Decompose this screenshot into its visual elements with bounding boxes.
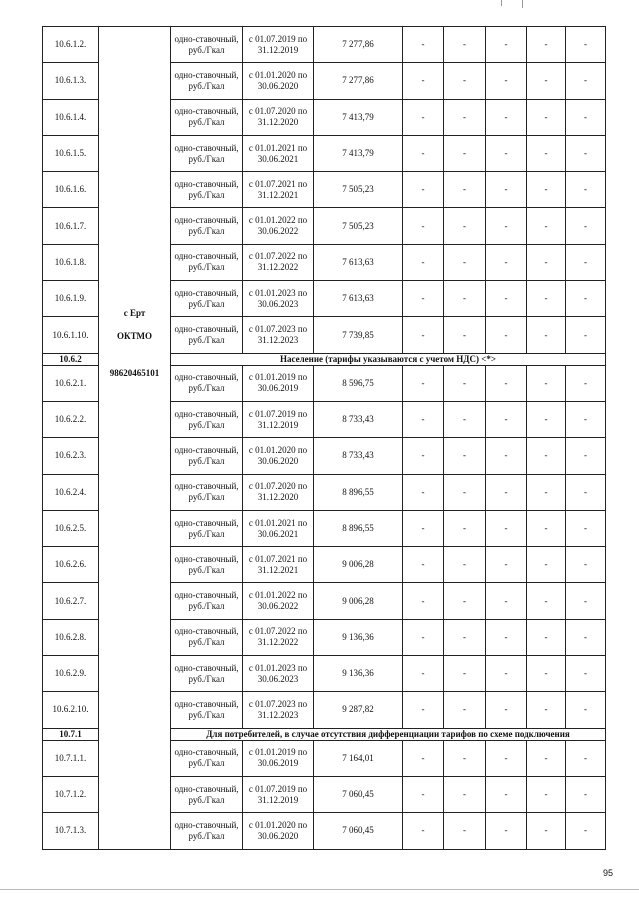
rate-unit: одно-ставочный, руб./Гкал [171,365,243,401]
empty-value-dash: - [444,281,486,317]
empty-value-dash: - [566,172,606,208]
validity-period: с 01.01.2022 по 30.06.2022 [243,208,314,244]
empty-value-dash: - [403,281,444,317]
tariff-value: 7 505,23 [314,172,403,208]
empty-value-dash: - [444,583,486,619]
validity-period: с 01.07.2022 по 31.12.2022 [243,619,314,655]
empty-value-dash: - [486,776,527,812]
validity-period: с 01.07.2021 по 31.12.2021 [243,547,314,583]
empty-value-dash: - [403,172,444,208]
empty-value-dash: - [486,619,527,655]
empty-value-dash: - [403,813,444,849]
rate-unit: одно-ставочный, руб./Гкал [171,172,243,208]
rate-unit: одно-ставочный, руб./Гкал [171,244,243,280]
empty-value-dash: - [566,813,606,849]
empty-value-dash: - [403,619,444,655]
empty-value-dash: - [486,813,527,849]
validity-period: с 01.01.2019 по 30.06.2019 [243,365,314,401]
empty-value-dash: - [403,474,444,510]
empty-value-dash: - [527,474,566,510]
validity-period: с 01.07.2023 по 31.12.2023 [243,317,314,353]
empty-value-dash: - [566,365,606,401]
rate-unit: одно-ставочный, руб./Гкал [171,317,243,353]
empty-value-dash: - [527,365,566,401]
empty-value-dash: - [403,438,444,474]
rate-unit: одно-ставочный, руб./Гкал [171,813,243,849]
empty-value-dash: - [486,365,527,401]
oktmo-code: 98620465101 [109,367,160,378]
row-code: 10.6.1.6. [43,172,99,208]
tariff-value: 9 006,28 [314,583,403,619]
validity-period: с 01.01.2020 по 30.06.2020 [243,63,314,99]
validity-period: с 01.01.2022 по 30.06.2022 [243,583,314,619]
row-code: 10.6.1.5. [43,135,99,171]
page-number: 95 [602,868,613,878]
empty-value-dash: - [566,474,606,510]
row-code: 10.6.2.9. [43,656,99,692]
tariff-value: 9 136,36 [314,619,403,655]
empty-value-dash: - [527,813,566,849]
empty-value-dash: - [486,583,527,619]
row-code: 10.6.1.3. [43,63,99,99]
rate-unit: одно-ставочный, руб./Гкал [171,510,243,546]
empty-value-dash: - [486,135,527,171]
tariff-value: 7 060,45 [314,813,403,849]
row-code: 10.7.1.3. [43,813,99,849]
rate-unit: одно-ставочный, руб./Гкал [171,135,243,171]
tariff-value: 7 613,63 [314,281,403,317]
row-code: 10.6.1.2. [43,27,99,63]
rate-unit: одно-ставочный, руб./Гкал [171,281,243,317]
row-code: 10.6.2.5. [43,510,99,546]
validity-period: с 01.01.2021 по 30.06.2021 [243,135,314,171]
validity-period: с 01.01.2020 по 30.06.2020 [243,813,314,849]
row-code: 10.6.1.10. [43,317,99,353]
empty-value-dash: - [527,740,566,776]
tariff-value: 7 413,79 [314,135,403,171]
empty-value-dash: - [403,401,444,437]
empty-value-dash: - [486,172,527,208]
rate-unit: одно-ставочный, руб./Гкал [171,99,243,135]
empty-value-dash: - [486,740,527,776]
empty-value-dash: - [486,63,527,99]
empty-value-dash: - [566,656,606,692]
row-code: 10.6.2.10. [43,692,99,728]
empty-value-dash: - [444,740,486,776]
rate-unit: одно-ставочный, руб./Гкал [171,27,243,63]
validity-period: с 01.07.2019 по 31.12.2019 [243,401,314,437]
rate-unit: одно-ставочный, руб./Гкал [171,438,243,474]
empty-value-dash: - [403,99,444,135]
empty-value-dash: - [566,583,606,619]
tariff-value: 8 896,55 [314,510,403,546]
empty-value-dash: - [444,619,486,655]
empty-value-dash: - [486,438,527,474]
validity-period: с 01.01.2019 по 30.06.2019 [243,740,314,776]
tariff-table [42,26,606,850]
empty-value-dash: - [486,401,527,437]
validity-period: с 01.01.2023 по 30.06.2023 [243,281,314,317]
empty-value-dash: - [566,619,606,655]
row-code: 10.6.2.7. [43,583,99,619]
empty-value-dash: - [527,619,566,655]
empty-value-dash: - [444,813,486,849]
empty-value-dash: - [486,656,527,692]
section-code: 10.6.2 [43,353,99,365]
table-row [43,27,606,63]
section-title: Для потребителей, в случае отсутствия дифференциации тарифов по схеме подключения [171,728,606,740]
empty-value-dash: - [566,63,606,99]
empty-value-dash: - [527,317,566,353]
empty-value-dash: - [444,208,486,244]
empty-value-dash: - [486,474,527,510]
empty-value-dash: - [566,99,606,135]
bottom-rule [0,889,639,890]
empty-value-dash: - [527,438,566,474]
row-code: 10.6.2.2. [43,401,99,437]
tariff-value: 8 733,43 [314,438,403,474]
tariff-value: 8 733,43 [314,401,403,437]
rate-unit: одно-ставочный, руб./Гкал [171,208,243,244]
empty-value-dash: - [444,63,486,99]
empty-value-dash: - [486,99,527,135]
empty-value-dash: - [403,208,444,244]
tariff-value: 7 277,86 [314,63,403,99]
validity-period: с 01.07.2020 по 31.12.2020 [243,474,314,510]
empty-value-dash: - [566,740,606,776]
rate-unit: одно-ставочный, руб./Гкал [171,63,243,99]
rate-unit: одно-ставочный, руб./Гкал [171,692,243,728]
empty-value-dash: - [486,510,527,546]
tariff-value: 9 006,28 [314,547,403,583]
empty-value-dash: - [527,244,566,280]
empty-value-dash: - [566,401,606,437]
validity-period: с 01.01.2023 по 30.06.2023 [243,656,314,692]
empty-value-dash: - [444,244,486,280]
rate-unit: одно-ставочный, руб./Гкал [171,656,243,692]
section-title: Население (тарифы указываются с учетом НДС) <*> [171,353,606,365]
empty-value-dash: - [444,27,486,63]
empty-value-dash: - [566,135,606,171]
empty-value-dash: - [527,692,566,728]
row-code: 10.6.2.1. [43,365,99,401]
empty-value-dash: - [486,27,527,63]
empty-value-dash: - [403,547,444,583]
empty-value-dash: - [444,474,486,510]
row-code: 10.6.2.3. [43,438,99,474]
empty-value-dash: - [527,776,566,812]
tariff-value: 8 596,75 [314,365,403,401]
empty-value-dash: - [403,135,444,171]
empty-value-dash: - [444,547,486,583]
validity-period: с 01.07.2020 по 31.12.2020 [243,99,314,135]
row-code: 10.6.2.4. [43,474,99,510]
empty-value-dash: - [486,547,527,583]
empty-value-dash: - [527,135,566,171]
validity-period: с 01.07.2022 по 31.12.2022 [243,244,314,280]
validity-period: с 01.01.2020 по 30.06.2020 [243,438,314,474]
empty-value-dash: - [527,510,566,546]
empty-value-dash: - [566,547,606,583]
empty-value-dash: - [403,776,444,812]
empty-value-dash: - [527,208,566,244]
empty-value-dash: - [403,365,444,401]
empty-value-dash: - [486,692,527,728]
rate-unit: одно-ставочный, руб./Гкал [171,740,243,776]
empty-value-dash: - [444,776,486,812]
empty-value-dash: - [444,438,486,474]
settlement-name: с Ерт [123,307,146,318]
empty-value-dash: - [566,438,606,474]
row-code: 10.6.1.7. [43,208,99,244]
validity-period: с 01.07.2019 по 31.12.2019 [243,27,314,63]
validity-period: с 01.01.2021 по 30.06.2021 [243,510,314,546]
section-code: 10.7.1 [43,728,99,740]
empty-value-dash: - [527,281,566,317]
rate-unit: одно-ставочный, руб./Гкал [171,776,243,812]
tariff-value: 8 896,55 [314,474,403,510]
tariff-value: 7 060,45 [314,776,403,812]
empty-value-dash: - [527,27,566,63]
empty-value-dash: - [403,317,444,353]
tariff-value: 9 287,82 [314,692,403,728]
empty-value-dash: - [486,281,527,317]
empty-value-dash: - [566,244,606,280]
empty-value-dash: - [403,692,444,728]
empty-value-dash: - [444,510,486,546]
empty-value-dash: - [527,583,566,619]
empty-value-dash: - [527,401,566,437]
empty-value-dash: - [403,27,444,63]
tariff-value: 7 413,79 [314,99,403,135]
validity-period: с 01.07.2019 по 31.12.2019 [243,776,314,812]
tariff-table-body [43,27,606,850]
empty-value-dash: - [444,135,486,171]
empty-value-dash: - [566,510,606,546]
row-code: 10.6.2.6. [43,547,99,583]
scan-mark [522,0,523,8]
empty-value-dash: - [403,583,444,619]
row-code: 10.6.1.9. [43,281,99,317]
empty-value-dash: - [403,510,444,546]
validity-period: с 01.07.2023 по 31.12.2023 [243,692,314,728]
empty-value-dash: - [444,656,486,692]
rate-unit: одно-ставочный, руб./Гкал [171,583,243,619]
empty-value-dash: - [486,244,527,280]
empty-value-dash: - [444,692,486,728]
rate-unit: одно-ставочный, руб./Гкал [171,474,243,510]
empty-value-dash: - [486,317,527,353]
empty-value-dash: - [527,63,566,99]
empty-value-dash: - [403,740,444,776]
empty-value-dash: - [566,208,606,244]
row-code: 10.6.2.8. [43,619,99,655]
empty-value-dash: - [486,208,527,244]
empty-value-dash: - [527,547,566,583]
location-cell [99,27,171,850]
rate-unit: одно-ставочный, руб./Гкал [171,401,243,437]
rate-unit: одно-ставочный, руб./Гкал [171,619,243,655]
empty-value-dash: - [444,401,486,437]
tariff-value: 7 277,86 [314,27,403,63]
empty-value-dash: - [527,656,566,692]
empty-value-dash: - [444,172,486,208]
empty-value-dash: - [566,776,606,812]
tariff-value: 7 505,23 [314,208,403,244]
empty-value-dash: - [403,656,444,692]
empty-value-dash: - [444,365,486,401]
tariff-value: 7 739,85 [314,317,403,353]
empty-value-dash: - [566,692,606,728]
empty-value-dash: - [566,281,606,317]
tariff-value: 7 164,01 [314,740,403,776]
tariff-value: 9 136,36 [314,656,403,692]
row-code: 10.7.1.1. [43,740,99,776]
empty-value-dash: - [566,317,606,353]
empty-value-dash: - [444,99,486,135]
empty-value-dash: - [527,99,566,135]
location-block [99,308,170,379]
empty-value-dash: - [527,172,566,208]
rate-unit: одно-ставочный, руб./Гкал [171,547,243,583]
empty-value-dash: - [403,244,444,280]
empty-value-dash: - [444,317,486,353]
empty-value-dash: - [403,63,444,99]
scan-mark [501,0,502,6]
tariff-value: 7 613,63 [314,244,403,280]
row-code: 10.6.1.4. [43,99,99,135]
validity-period: с 01.07.2021 по 31.12.2021 [243,172,314,208]
oktmo-label: ОКТМО [117,330,152,341]
row-code: 10.6.1.8. [43,244,99,280]
empty-value-dash: - [566,27,606,63]
row-code: 10.7.1.2. [43,776,99,812]
